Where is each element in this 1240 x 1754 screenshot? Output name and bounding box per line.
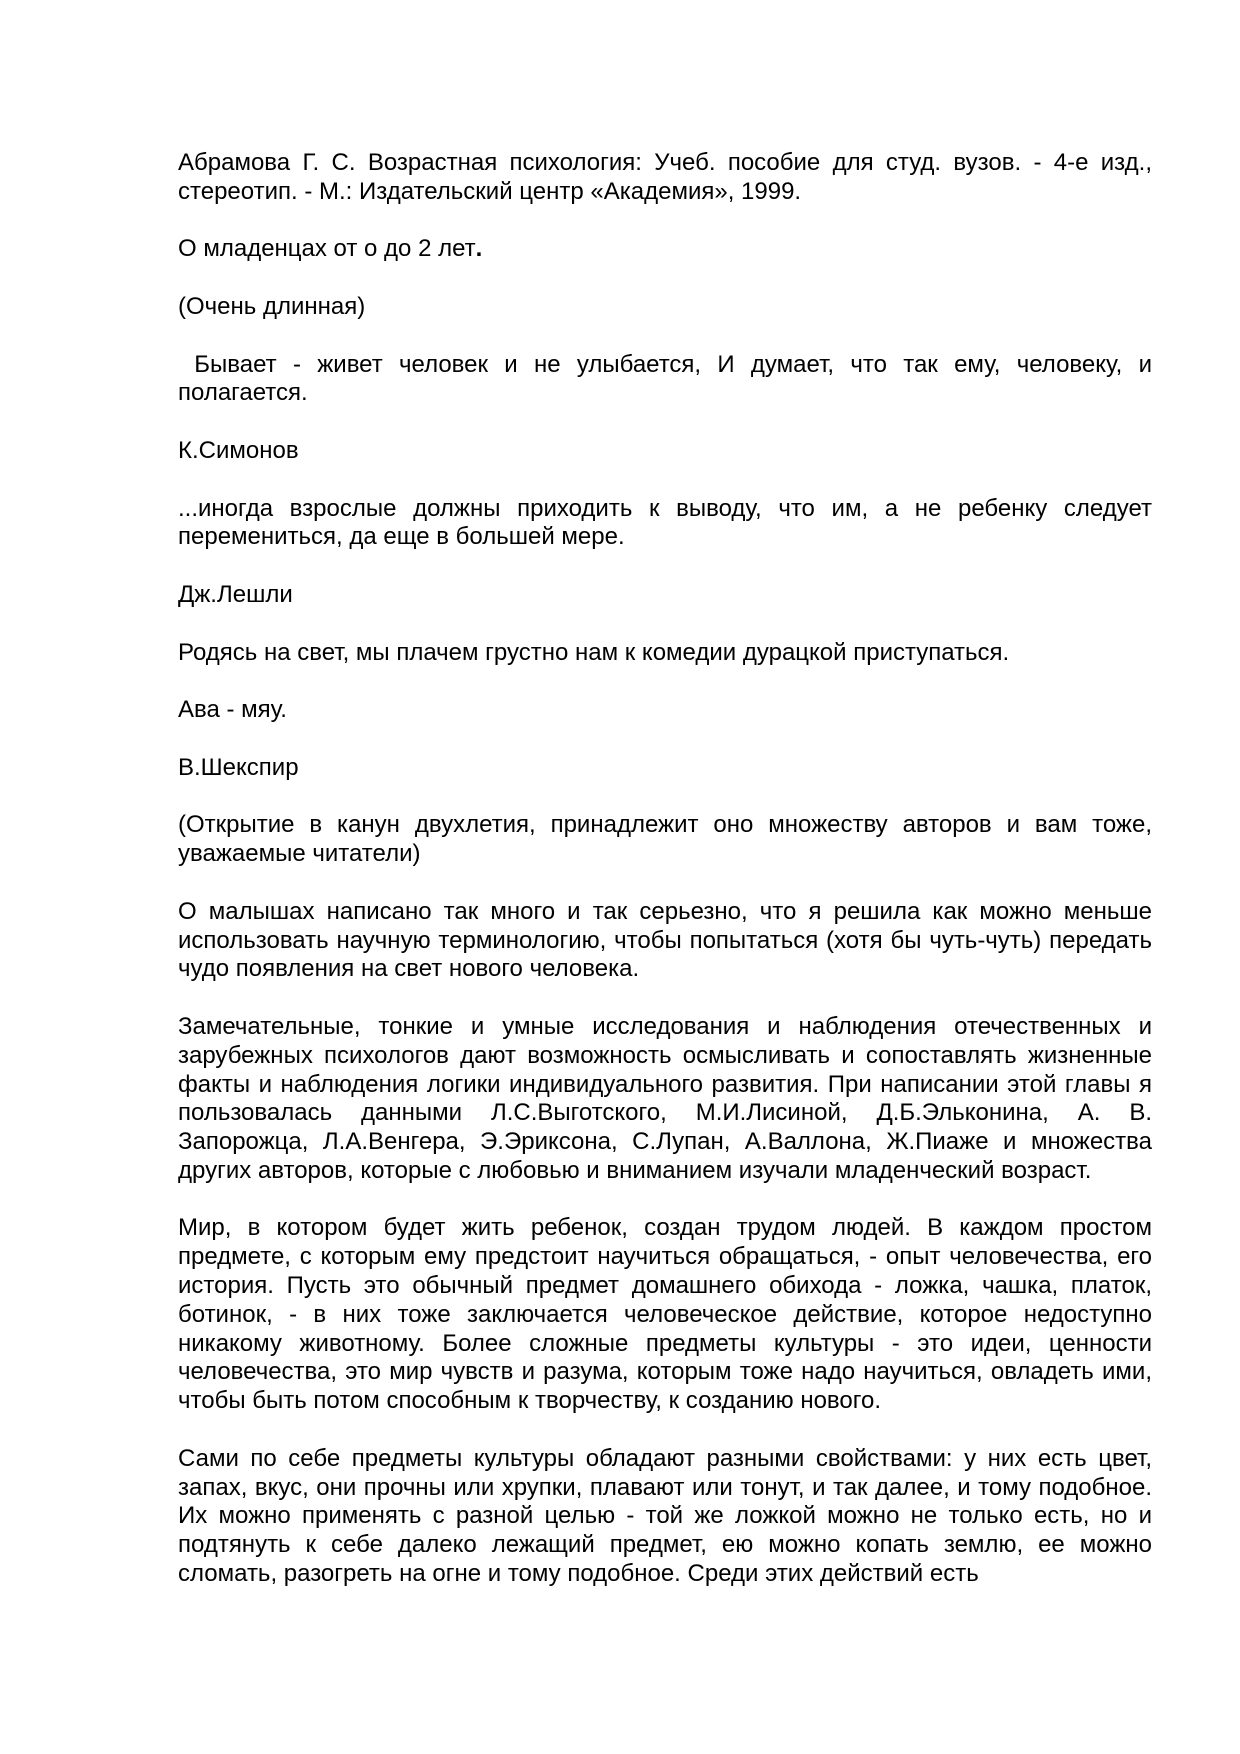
body-paragraph-1: О малышах написано так много и так серьезно, что я решила как можно меньше использовать научную терминологию, чтобы попытаться (хотя бы чуть-чуть) передать чудо появления на свет нового человека. <box>178 897 1152 983</box>
body-paragraph-2: Замечательные, тонкие и умные исследования и наблюдения отечественных и зарубежных психологов дают возможность осмысливать и сопоставлять жизненные факты и наблюдения логики индивидуального развития. При написании этой главы я пользовалась данными Л.С.Выготского, М.И.Лисиной, Д.Б.Эльконина, А. В. Запорожца, Л.А.Венгера, Э.Эриксона, С.Лупан, А.Валлона, Ж.Пиаже и множества других авторов, которые с любовью и вниманием изучали младенческий возраст. <box>178 1012 1152 1184</box>
body-paragraph-4: Сами по себе предметы культуры обладают разными свойствами: у них есть цвет, запах, вкус, они прочны или хрупки, плавают или тонут, и так далее, и тому подобное. Их можно применять с разной целью - той же ложкой можно не только есть, но и подтянуть к себе далеко лежащий предмет, ею можно копать землю, ее можно сломать, разогреть на огне и тому подобное. Среди этих действий есть <box>178 1444 1152 1588</box>
authors-parenthetical-note: (Открытие в канун двухлетия, принадлежит оно множеству авторов и вам тоже, уважаемые читатели) <box>178 811 1152 868</box>
epigraph-leshli: ...иногда взрослые должны приходить к выводу, что им, а не ребенку следует перемениться, да еще в большей мере. <box>178 494 1152 551</box>
epigraph-shakespeare-line2: Ава - мяу. <box>178 696 287 724</box>
epigraph-author-leshli: Дж.Лешли <box>178 580 293 608</box>
epigraph-author-shakespeare: В.Шекспир <box>178 753 299 781</box>
epigraph-author-simonov: К.Симонов <box>178 436 299 464</box>
page-text-block <box>178 149 1152 1589</box>
epigraph-simonov: Бывает - живет человек и не улыбается, И думает, что так ему, человеку, и полагается. <box>178 350 1152 407</box>
body-paragraph-3: Мир, в котором будет жить ребенок, создан трудом людей. В каждом простом предмете, с которым ему предстоит научиться обращаться, - опыт человечества, его история. Пусть это обычный предмет домашнего обихода - ложка, чашка, платок, ботинок, - в них тоже заключается человеческое действие, которое недоступно никакому животному. Более сложные предметы культуры - это идеи, ценности человечества, это мир чувств и разума, которым тоже надо научиться, овладеть ими, чтобы быть потом способным к творчеству, к созданию нового. <box>178 1214 1152 1415</box>
epigraph-shakespeare: Родясь на свет, мы плачем грустно нам к комедии дурацкой приступаться. <box>178 638 1010 666</box>
bibliographic-citation: Абрамова Г. С. Возрастная психология: Учеб. пособие для студ. вузов. - 4-е изд., стереотип. - М.: Издательский центр «Академия», 1999. <box>178 149 1152 205</box>
chapter-title-text: О младенцах от о до 2 лет <box>178 235 476 263</box>
chapter-title <box>178 235 1152 264</box>
chapter-subtitle-note: (Очень длинная) <box>178 292 366 320</box>
chapter-title-period: . <box>475 235 483 263</box>
